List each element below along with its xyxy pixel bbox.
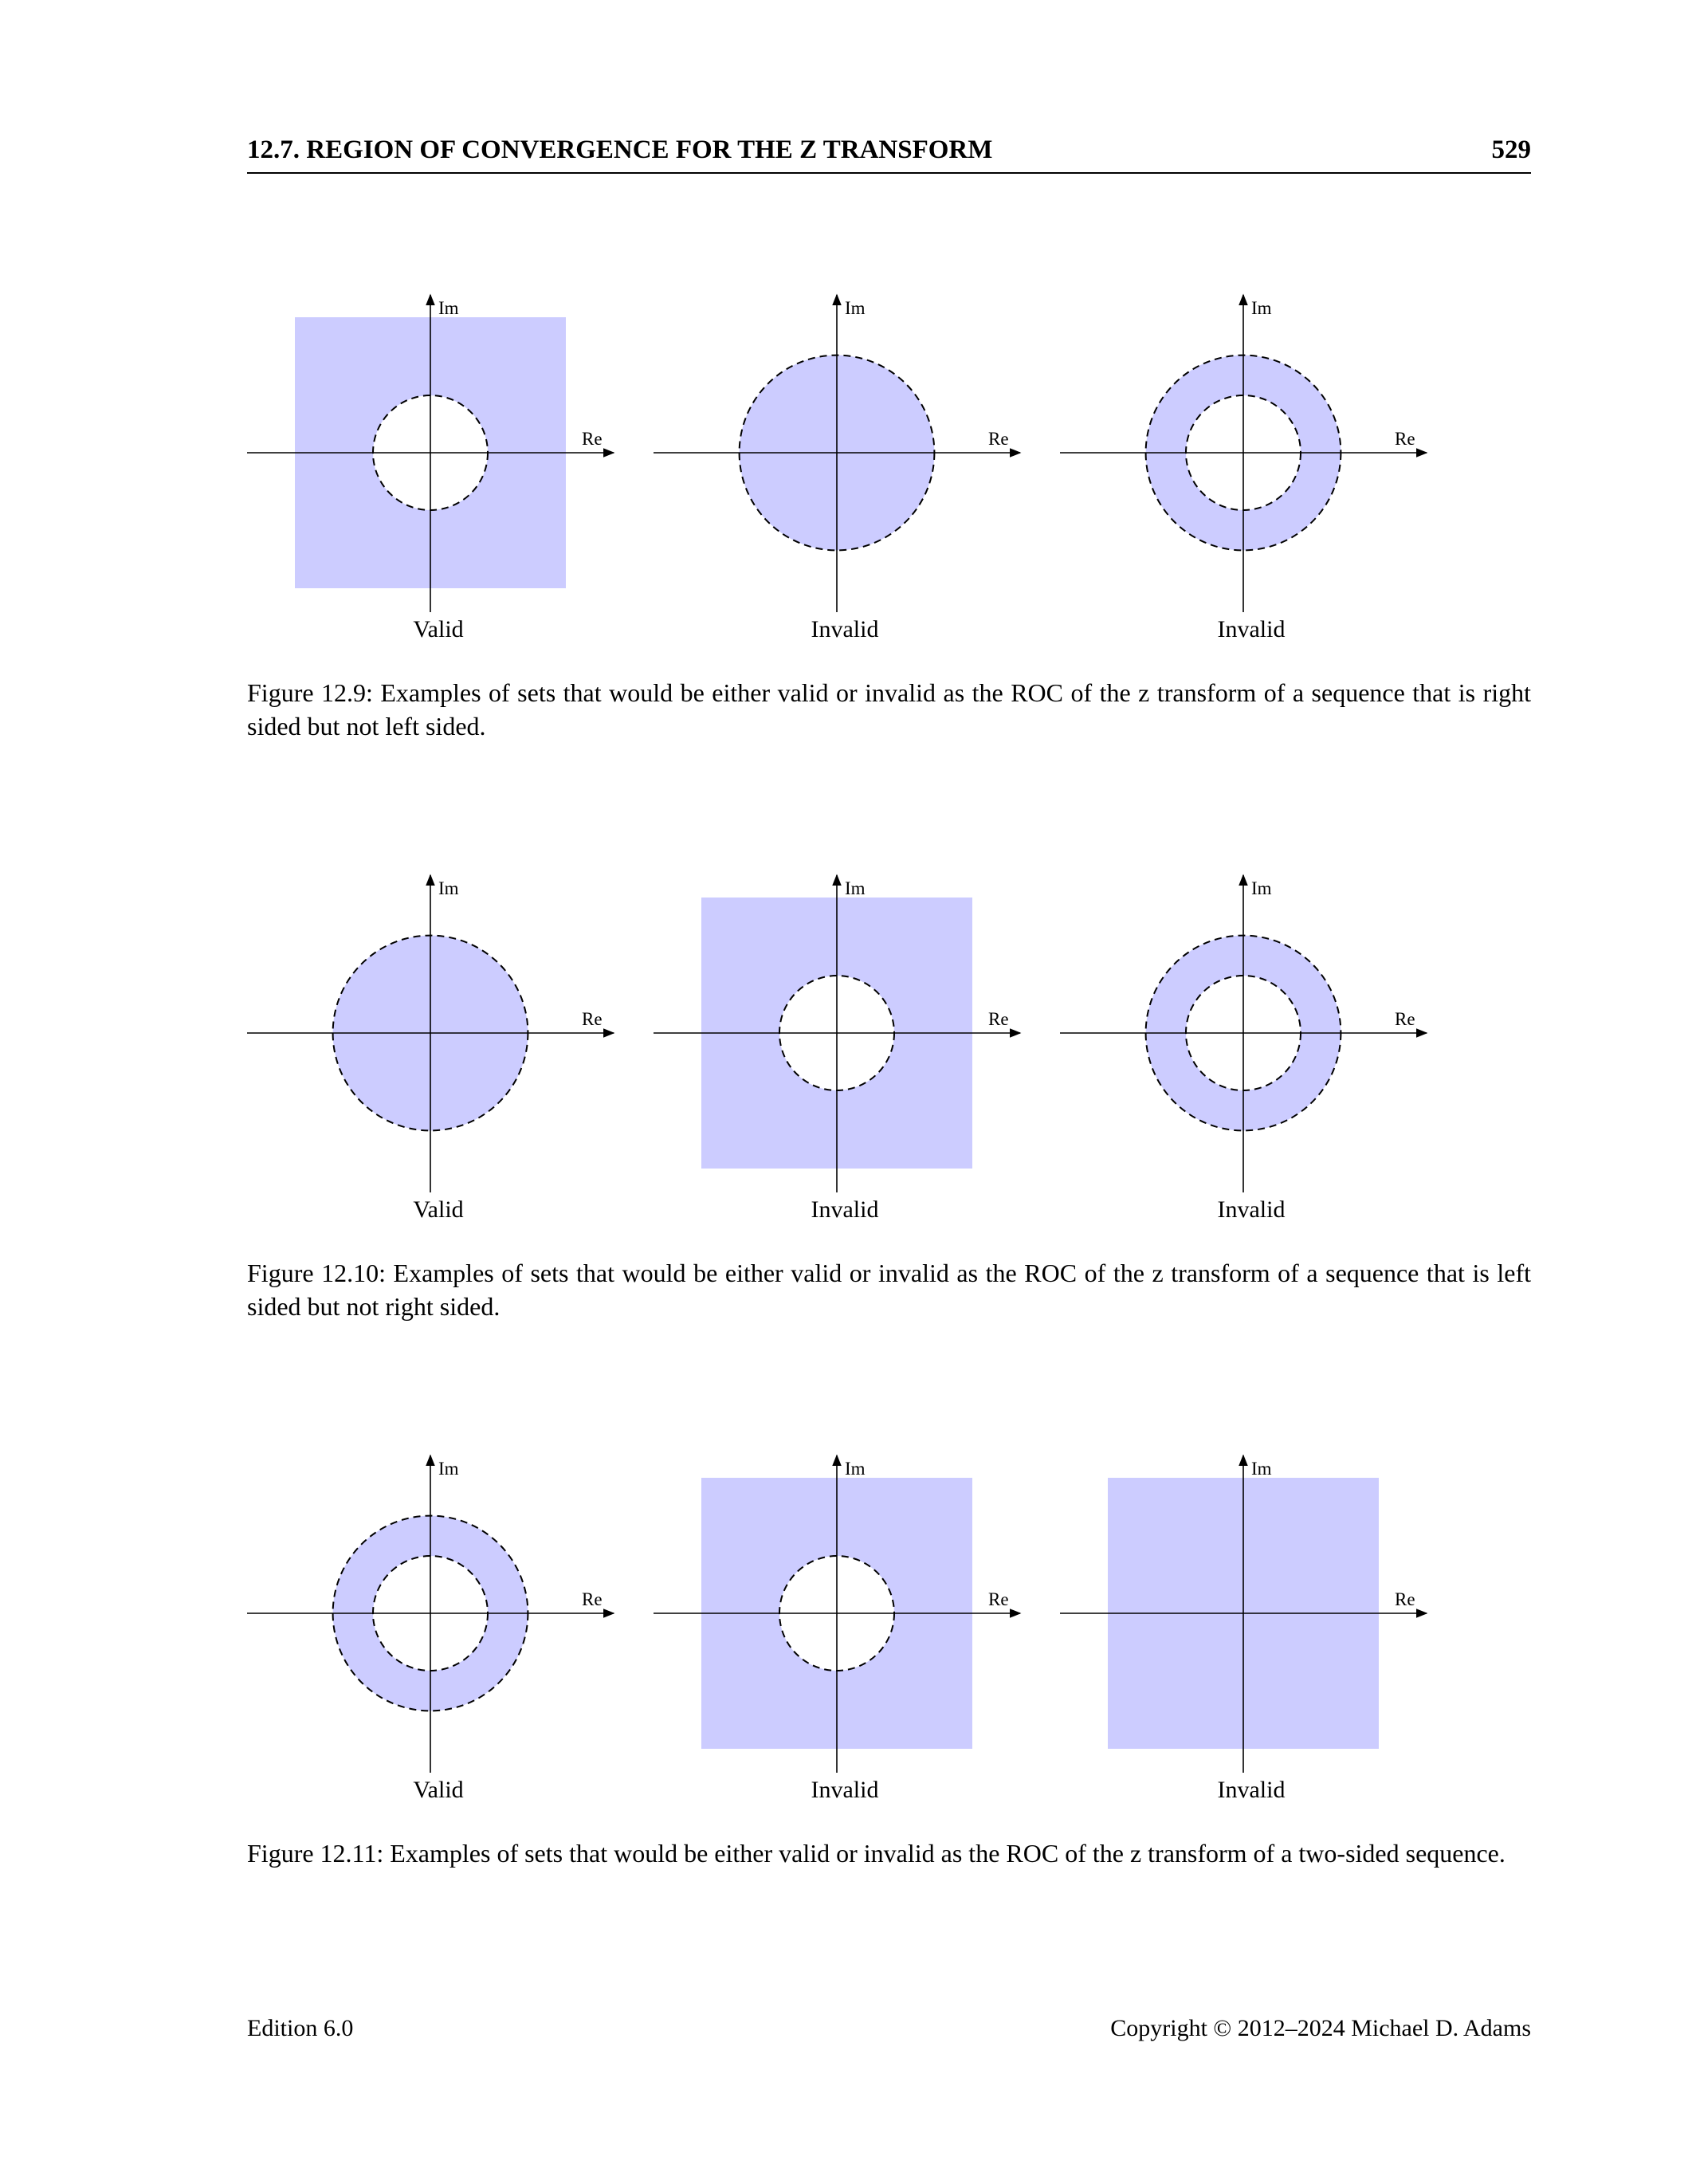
panel-label: Valid xyxy=(413,616,464,642)
section-title: 12.7. REGION OF CONVERGENCE FOR THE Z TRANSFORM xyxy=(247,136,993,164)
real-axis-label: Re xyxy=(988,429,1009,449)
copyright: Copyright © 2012–2024 Michael D. Adams xyxy=(1110,2015,1531,2041)
panel-label: Valid xyxy=(413,1196,464,1223)
real-axis-label: Re xyxy=(988,1589,1009,1609)
roc-panel-3 xyxy=(1060,874,1443,1232)
panel-label: Invalid xyxy=(811,616,879,642)
edition: Edition 6.0 xyxy=(247,2015,354,2041)
figure-12-9 xyxy=(247,293,1531,743)
figure-12-11 xyxy=(247,1454,1531,1870)
imaginary-axis-label: Im xyxy=(845,1459,866,1479)
panel-label: Invalid xyxy=(811,1777,879,1803)
roc-panel-1 xyxy=(247,874,630,1232)
imaginary-axis-label: Im xyxy=(845,878,866,898)
panel-label: Invalid xyxy=(1217,1196,1286,1223)
real-axis-label: Re xyxy=(582,1589,603,1609)
imaginary-axis-label: Im xyxy=(1251,1459,1272,1479)
roc-panel-2 xyxy=(654,1454,1036,1813)
imaginary-axis-label: Im xyxy=(1251,878,1272,898)
panel-label: Invalid xyxy=(811,1196,879,1223)
real-axis-label: Re xyxy=(582,429,603,449)
panel-label: Invalid xyxy=(1217,1777,1286,1803)
imaginary-axis-label: Im xyxy=(438,298,459,318)
figure-panels xyxy=(247,1454,1531,1813)
real-axis-label: Re xyxy=(582,1009,603,1029)
roc-panel-1 xyxy=(247,1454,630,1813)
figure-caption: Figure 12.9: Examples of sets that would be either valid or invalid as the ROC of the z transform of a sequence that is right sided but not left sided. xyxy=(247,678,1531,740)
figure-caption: Figure 12.11: Examples of sets that would be either valid or invalid as the ROC of the z transform of a two-sided sequence. xyxy=(247,1839,1505,1868)
running-header xyxy=(247,134,1531,174)
figure-panels xyxy=(247,293,1531,652)
figure-12-10 xyxy=(247,874,1531,1323)
roc-panel-2 xyxy=(654,293,1036,652)
panel-label: Valid xyxy=(413,1777,464,1803)
page-number: 529 xyxy=(1491,136,1531,164)
real-axis-label: Re xyxy=(1395,1009,1415,1029)
roc-panel-2 xyxy=(654,874,1036,1232)
roc-panel-3 xyxy=(1060,293,1443,652)
real-axis-label: Re xyxy=(1395,429,1415,449)
real-axis-label: Re xyxy=(1395,1589,1415,1609)
panel-label: Invalid xyxy=(1217,616,1286,642)
imaginary-axis-label: Im xyxy=(438,878,459,898)
figure-caption: Figure 12.10: Examples of sets that would be either valid or invalid as the ROC of the z transform of a sequence that is left sided but not right sided. xyxy=(247,1259,1531,1321)
imaginary-axis-label: Im xyxy=(845,298,866,318)
imaginary-axis-label: Im xyxy=(1251,298,1272,318)
real-axis-label: Re xyxy=(988,1009,1009,1029)
imaginary-axis-label: Im xyxy=(438,1459,459,1479)
figure-panels xyxy=(247,874,1531,1232)
roc-panel-3 xyxy=(1060,1454,1443,1813)
roc-panel-1 xyxy=(247,293,630,652)
